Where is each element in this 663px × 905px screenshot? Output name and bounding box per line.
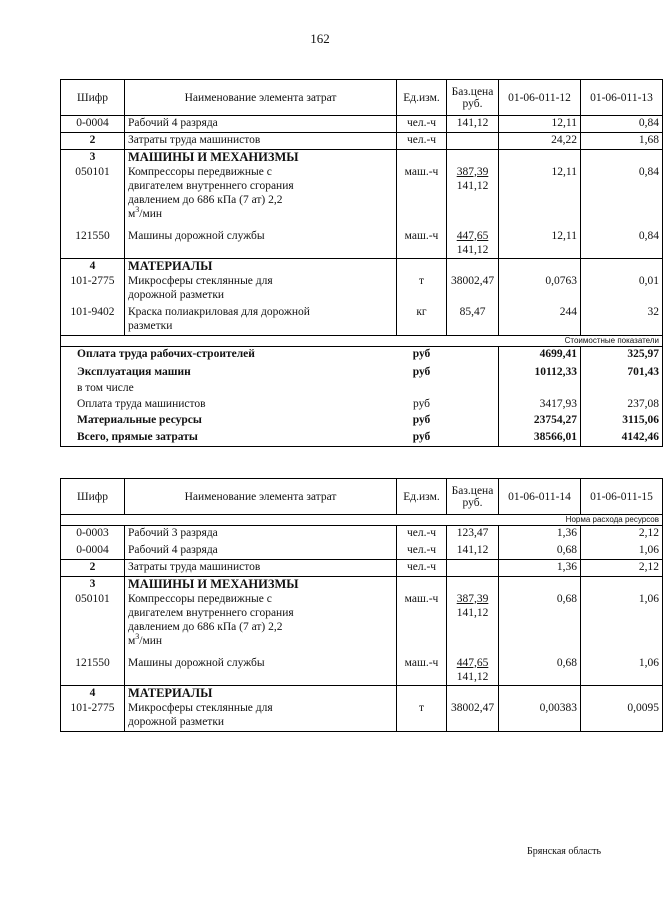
summary-value-a: 4699,41	[499, 347, 581, 365]
section-title: МАШИНЫ И МЕХАНИЗМЫ	[125, 577, 397, 592]
header-base-price: Баз.цена руб.	[447, 479, 499, 515]
section-row	[61, 686, 663, 701]
table-row	[61, 305, 663, 336]
summary-value-a: 23754,27	[499, 413, 581, 430]
row-value-a: 12,11	[499, 229, 581, 259]
cost-table-2	[60, 478, 663, 732]
row-name: Компрессоры передвижные с двигателем внутреннего сгорания давлением до 686 кПа (7 ат) 2,2 $м^3$/мин	[125, 592, 397, 656]
row-value-a: 0,0763	[499, 274, 581, 305]
summary-label: Материальные ресурсы	[61, 413, 397, 430]
page-number: 162	[310, 31, 330, 46]
row-value-b: 0,01	[581, 274, 663, 305]
row-name: Машины дорожной службы	[125, 229, 397, 259]
row-price	[447, 560, 499, 577]
table-row	[61, 116, 663, 133]
table-header-row	[61, 479, 663, 515]
row-code: 2	[61, 133, 125, 150]
header-base-price: Баз.цена руб.	[447, 80, 499, 116]
header-name: Наименование элемента затрат	[125, 80, 397, 116]
row-code: 101-2775	[61, 274, 125, 305]
row-value-a: 0,00383	[499, 701, 581, 732]
summary-row	[61, 430, 663, 447]
row-unit: маш.-ч	[397, 229, 447, 259]
row-value-b: 1,06	[581, 592, 663, 656]
table-row	[61, 274, 663, 305]
row-value-b: 2,12	[581, 560, 663, 577]
section-number: 3	[61, 150, 125, 165]
footer-region-label: Брянская область	[527, 846, 602, 857]
row-value-a: 12,11	[499, 116, 581, 133]
row-name: Компрессоры передвижные с двигателем внутреннего сгорания давлением до 686 кПа (7 ат) 2,2 $м^3$/мин	[125, 165, 397, 229]
summary-value-a: 10112,33	[499, 365, 581, 381]
row-name: Машины дорожной службы	[125, 656, 397, 686]
row-value-a: 1,36	[499, 526, 581, 543]
summary-row	[61, 397, 663, 413]
row-price: 85,47	[447, 305, 499, 336]
row-unit: т	[397, 274, 447, 305]
row-price: 387,39 141,12	[447, 592, 499, 656]
summary-row	[61, 365, 663, 381]
row-name: Рабочий 4 разряда	[125, 116, 397, 133]
header-code: Шифр	[61, 479, 125, 515]
row-price: 141,12	[447, 543, 499, 560]
header-unit: Ед.изм.	[397, 80, 447, 116]
row-unit: маш.-ч	[397, 656, 447, 686]
section-row	[61, 150, 663, 165]
row-unit: т	[397, 701, 447, 732]
row-value-b: 32	[581, 305, 663, 336]
summary-label: Всего, прямые затраты	[61, 430, 397, 447]
section-title: МАТЕРИАЛЫ	[125, 686, 397, 701]
band-row	[61, 515, 663, 526]
row-code: 121550	[61, 656, 125, 686]
row-value-a: 244	[499, 305, 581, 336]
table-row	[61, 165, 663, 229]
summary-unit: руб	[397, 347, 447, 365]
row-unit: чел.-ч	[397, 133, 447, 150]
section-number: 3	[61, 577, 125, 592]
summary-value-b: 3115,06	[581, 413, 663, 430]
summary-value-b: 701,43	[581, 365, 663, 381]
table-row	[61, 592, 663, 656]
section-number: 4	[61, 259, 125, 274]
row-unit: маш.-ч	[397, 592, 447, 656]
row-name: Микросферы стеклянные для дорожной разметки	[125, 274, 397, 305]
summary-value-b: 325,97	[581, 347, 663, 365]
row-unit: чел.-ч	[397, 116, 447, 133]
row-code: 2	[61, 560, 125, 577]
table-row	[61, 133, 663, 150]
row-code: 101-9402	[61, 305, 125, 336]
row-value-b: 1,06	[581, 543, 663, 560]
section-number: 4	[61, 686, 125, 701]
row-value-a: 0,68	[499, 656, 581, 686]
row-name: Затраты труда машинистов	[125, 560, 397, 577]
row-value-b: 0,0095	[581, 701, 663, 732]
summary-value-a: 38566,01	[499, 430, 581, 447]
row-name: Микросферы стеклянные для дорожной разметки	[125, 701, 397, 732]
header-col-b: 01-06-011-13	[581, 80, 663, 116]
row-unit: маш.-ч	[397, 165, 447, 229]
summary-row	[61, 381, 663, 397]
summary-value-b: 4142,46	[581, 430, 663, 447]
row-unit: чел.-ч	[397, 543, 447, 560]
table-row	[61, 560, 663, 577]
row-unit: кг	[397, 305, 447, 336]
row-code: 0-0003	[61, 526, 125, 543]
summary-unit: руб	[412, 413, 431, 426]
summary-label: Эксплуатация машин	[61, 365, 397, 381]
row-value-b: 2,12	[581, 526, 663, 543]
row-price: 447,65 141,12	[447, 229, 499, 259]
row-value-a: 12,11	[499, 165, 581, 229]
row-price: 387,39 141,12	[447, 165, 499, 229]
row-code: 050101	[61, 592, 125, 656]
summary-value-a: 3417,93	[499, 397, 581, 413]
row-value-a: 1,36	[499, 560, 581, 577]
row-price: 38002,47	[447, 701, 499, 732]
summary-row	[61, 347, 663, 365]
row-price	[447, 133, 499, 150]
row-value-b: 1,68	[581, 133, 663, 150]
table-row	[61, 526, 663, 543]
header-code: Шифр	[61, 80, 125, 116]
section-title: МАШИНЫ И МЕХАНИЗМЫ	[125, 150, 397, 165]
summary-row	[61, 413, 663, 430]
row-value-a: 24,22	[499, 133, 581, 150]
band-row	[61, 336, 663, 347]
summary-label: Оплата труда машинистов	[61, 397, 397, 413]
section-row	[61, 259, 663, 274]
summary-label: Оплата труда рабочих-строителей	[61, 347, 397, 365]
table-row	[61, 656, 663, 686]
section-title: МАТЕРИАЛЫ	[125, 259, 397, 274]
row-value-a: 0,68	[499, 543, 581, 560]
row-name: Краска полиакриловая для дорожной разметки	[125, 305, 397, 336]
row-value-b: 0,84	[581, 229, 663, 259]
row-unit: чел.-ч	[397, 560, 447, 577]
row-code: 050101	[61, 165, 125, 229]
header-col-a: 01-06-011-14	[499, 479, 581, 515]
row-price: 447,65 141,12	[447, 656, 499, 686]
section-row	[61, 577, 663, 592]
row-value-b: 0,84	[581, 165, 663, 229]
row-code: 101-2775	[61, 701, 125, 732]
row-code: 0-0004	[61, 116, 125, 133]
header-col-b: 01-06-011-15	[581, 479, 663, 515]
cost-table-1	[60, 79, 663, 447]
row-unit: чел.-ч	[397, 526, 447, 543]
row-code: 121550	[61, 229, 125, 259]
header-unit: Ед.изм.	[397, 479, 447, 515]
band-label: Норма расхода ресурсов	[61, 515, 663, 526]
row-name: Рабочий 4 разряда	[125, 543, 397, 560]
summary-value-b: 237,08	[581, 397, 663, 413]
summary-unit: руб	[397, 430, 447, 447]
table-row	[61, 701, 663, 732]
summary-unit: руб	[412, 365, 431, 378]
table-row	[61, 543, 663, 560]
row-price: 123,47	[447, 526, 499, 543]
summary-unit: руб	[412, 397, 431, 410]
table-row	[61, 229, 663, 259]
row-name: Рабочий 3 разряда	[125, 526, 397, 543]
row-code: 0-0004	[61, 543, 125, 560]
header-col-a: 01-06-011-12	[499, 80, 581, 116]
header-name: Наименование элемента затрат	[125, 479, 397, 515]
band-label: Стоимостные показатели	[61, 336, 663, 347]
row-value-b: 1,06	[581, 656, 663, 686]
row-value-b: 0,84	[581, 116, 663, 133]
row-value-a: 0,68	[499, 592, 581, 656]
table-header-row	[61, 80, 663, 116]
row-price: 141,12	[447, 116, 499, 133]
row-name: Затраты труда машинистов	[125, 133, 397, 150]
summary-label: в том числе	[61, 381, 397, 397]
row-price: 38002,47	[447, 274, 499, 305]
